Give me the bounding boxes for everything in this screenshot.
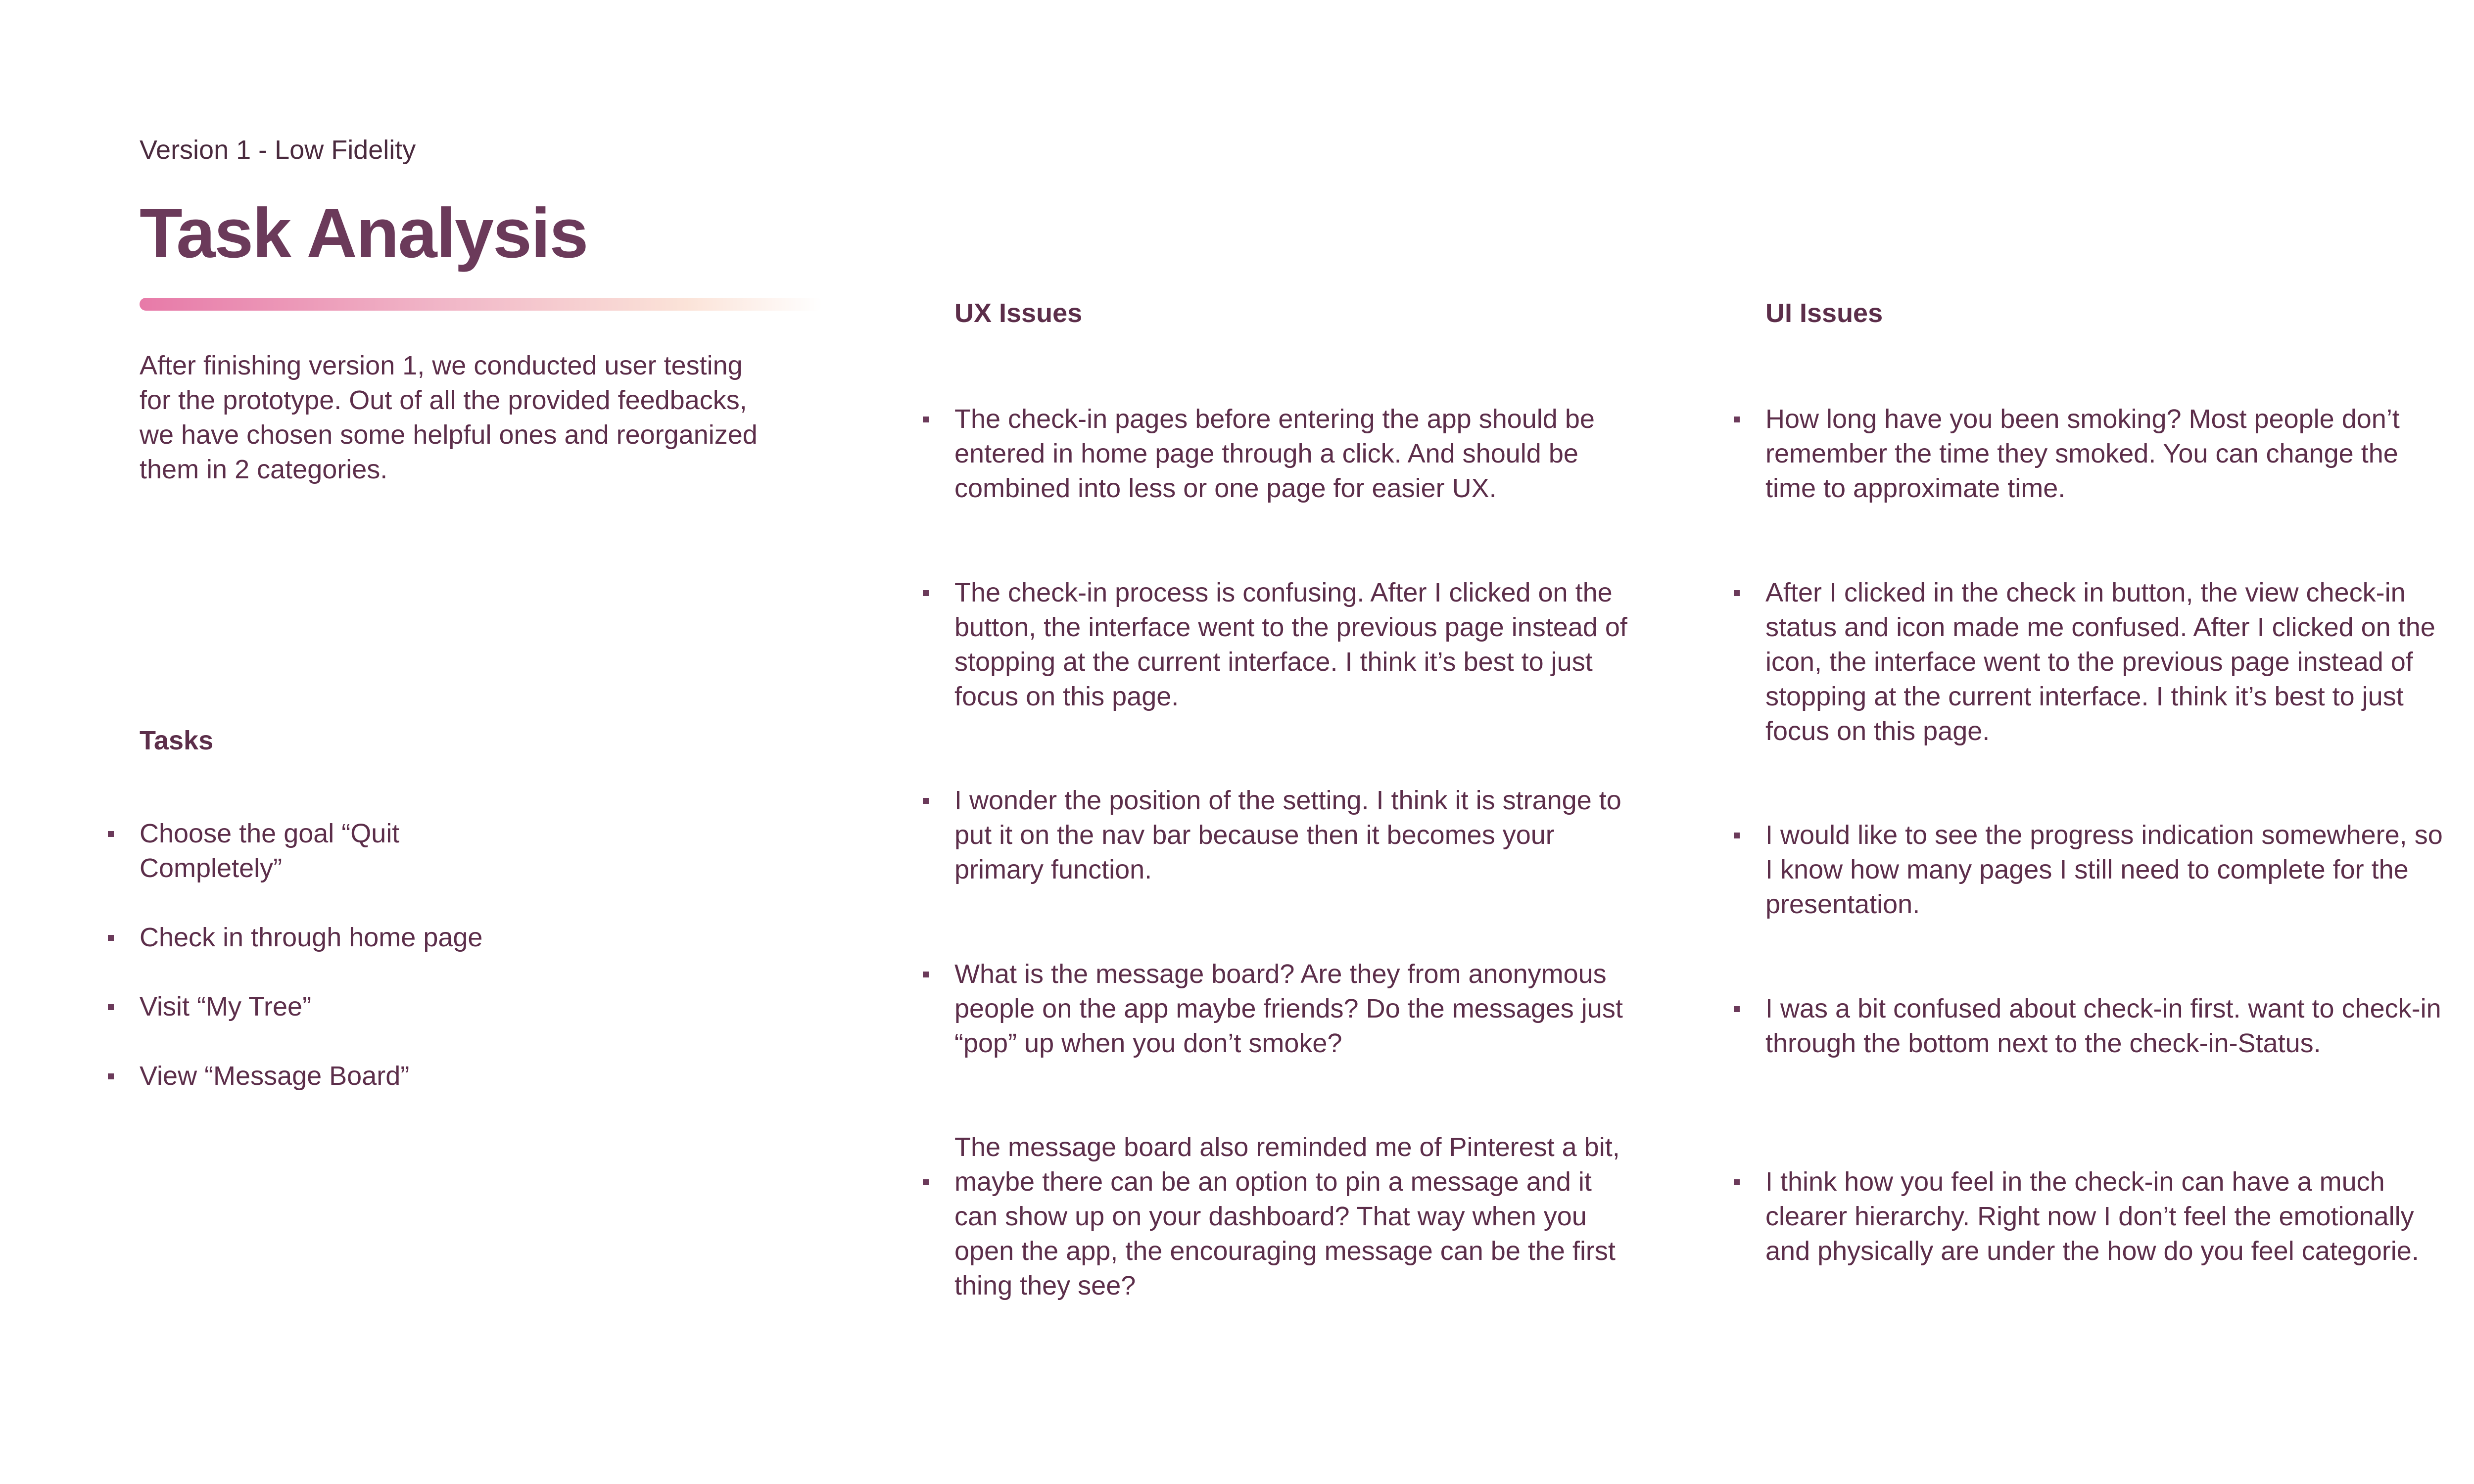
ui-issue-item: After I clicked in the check in button, the view check-in status and icon made me confused. After I clicked on the icon, the interface went to the previous page instead of stopping at the current interface. I think it’s best to just focus on this page. — [1765, 575, 2448, 748]
ui-issues-heading: UI Issues — [1765, 298, 1883, 328]
ux-issue-item: The check-in pages before entering the app should be entered in home page through a click. And should be combined into less or one page for easier UX. — [954, 402, 1637, 506]
tasks-list — [140, 816, 585, 1128]
ui-issue-item: I was a bit confused about check-in first. want to check-in through the bottom next to the check-in-Status. — [1765, 991, 2448, 1061]
task-item: View “Message Board” — [140, 1059, 585, 1093]
title-accent-bar — [140, 298, 822, 311]
page-title: Task Analysis — [140, 194, 588, 273]
ux-issue-item: The check-in process is confusing. After I clicked on the button, the interface went to the previous page instead of stopping at the current interface. I think it’s best to just focus on this page. — [954, 575, 1637, 714]
ux-issue-item: The message board also reminded me of Pinterest a bit, maybe there can be an option to pin a message and it can show up on your dashboard? That way when you open the app, the encouraging message can be the first thing they see? — [954, 1130, 1637, 1303]
ui-issue-item: I would like to see the progress indication somewhere, so I know how many pages I still need to complete for the presentation. — [1765, 818, 2448, 922]
version-label: Version 1 - Low Fidelity — [140, 135, 416, 165]
tasks-heading: Tasks — [140, 726, 214, 755]
ui-issue-item: I think how you feel in the check-in can have a much clearer hierarchy. Right now I don’t feel the emotionally and physically are under the how do you feel categorie. — [1765, 1164, 2448, 1268]
task-item: Check in through home page — [140, 920, 585, 955]
ux-issue-item: What is the message board? Are they from anonymous people on the app maybe friends? Do the messages just “pop” up when you don’t smoke? — [954, 957, 1637, 1061]
ui-issue-item: How long have you been smoking? Most people don’t remember the time they smoked. You can change the time to approximate time. — [1765, 402, 2448, 506]
ux-issues-heading: UX Issues — [954, 298, 1083, 328]
task-item: Visit “My Tree” — [140, 989, 585, 1024]
task-item: Choose the goal “Quit Completely” — [140, 816, 456, 885]
ux-issue-item: I wonder the position of the setting. I think it is strange to put it on the nav bar because then it becomes your primary function. — [954, 783, 1637, 887]
intro-paragraph: After finishing version 1, we conducted user testing for the prototype. Out of all the provided feedbacks, we have chosen some helpful ones and reorganized them in 2 categories. — [140, 351, 758, 484]
